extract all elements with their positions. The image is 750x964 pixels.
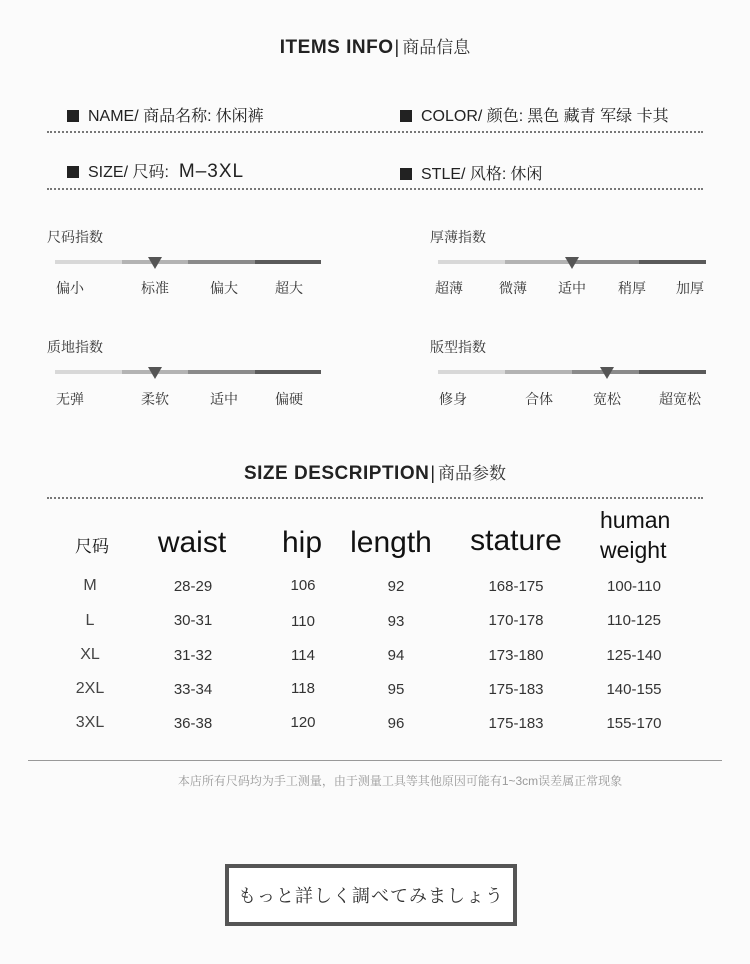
table-cell: 36-38 [173,715,213,732]
thickness-index-tick: 适中 [558,280,586,296]
table-cell: 95 [387,681,405,698]
table-cell: 31-32 [173,647,213,664]
size-index-tick: 超大 [275,280,303,296]
table-header-length: length [350,526,432,559]
thickness-index-marker-icon [565,257,579,269]
table-cell: 93 [387,613,405,630]
table-header-stature: stature [470,524,562,557]
square-bullet-icon [67,166,79,178]
size-description-header [0,459,750,485]
size-description-title-cn: 商品参数 [438,464,507,483]
table-cell: 106 [290,577,316,594]
texture-index-tick: 偏硬 [275,391,303,407]
measurement-note: 本店所有尺码均为手工测量，由于测量工具等其他原因可能有1~3cm误差属正常现象 [177,774,623,788]
info-color-label: COLOR/ 颜色: [421,108,524,125]
dotted-divider [47,497,703,499]
texture-index-marker-icon [148,367,162,379]
table-cell: 170-178 [488,612,544,629]
table-header-human-weight [600,505,670,565]
table-cell: 175-183 [488,715,544,732]
table-header-human: human [600,507,671,533]
table-header-hip: hip [281,526,323,559]
table-cell: XL [80,646,100,663]
table-cell: 28-29 [173,578,213,595]
table-cell: 100-110 [607,578,661,595]
square-bullet-icon [400,168,412,180]
table-cell: 125-140 [606,647,662,664]
texture-index-tick: 柔软 [141,391,169,407]
table-cell: 92 [387,578,405,595]
table-cell: 96 [387,715,405,732]
items-info-title-en: ITEMS INFO [279,37,394,58]
thickness-index-tick: 加厚 [676,280,704,296]
size-index-title: 尺码指数 [47,229,103,245]
table-header-size: 尺码 [75,537,109,556]
info-style-value: 休闲 [510,166,543,183]
table-cell: 30-31 [173,612,213,629]
fit-index-tick: 超宽松 [659,391,701,407]
footer-divider [28,760,722,761]
fit-index-title: 版型指数 [430,339,486,355]
info-color-value: 黑色 藏青 军绿 卡其 [527,108,669,125]
size-index-marker-icon [148,257,162,269]
info-name-label: NAME/ 商品名称: [88,108,212,125]
table-cell: 168-175 [488,578,544,595]
dotted-divider [47,188,703,190]
table-cell: L [85,612,95,629]
info-style-label: STLE/ 风格: [421,166,507,183]
thickness-index-tick: 微薄 [499,280,527,296]
size-index-bar [55,260,321,264]
learn-more-button[interactable]: もっと詳しく調べてみましょう [225,864,517,926]
texture-index-tick: 适中 [210,391,238,407]
info-size [67,159,244,183]
table-cell: 114 [291,647,315,664]
info-style [400,161,542,184]
fit-index-tick: 修身 [439,391,467,407]
table-header-waist: waist [157,526,227,559]
dotted-divider [47,131,703,133]
table-cell: 2XL [75,680,105,697]
size-description-title-en: SIZE DESCRIPTION [243,463,430,484]
table-cell: 94 [387,647,405,664]
items-info-title-cn: 商品信息 [402,38,471,57]
items-info-separator: | [394,37,400,57]
texture-index-title: 质地指数 [47,339,103,355]
table-cell: 155-170 [606,715,662,732]
info-size-value: M–3XL [178,161,245,182]
thickness-index-tick: 稍厚 [618,280,646,296]
thickness-index-tick: 超薄 [435,280,463,296]
table-cell: 33-34 [173,681,213,698]
texture-index-tick: 无弹 [56,391,84,407]
size-index-tick: 偏大 [210,280,238,296]
table-cell: 3XL [75,714,105,731]
table-cell: 173-180 [488,647,544,664]
table-cell: 120 [290,714,316,731]
info-name [67,103,264,126]
fit-index-tick: 宽松 [593,391,621,407]
table-cell: 175-183 [488,681,544,698]
info-color [400,103,669,126]
fit-index-marker-icon [600,367,614,379]
info-name-value: 休闲裤 [215,108,264,125]
table-header-weight: weight [600,537,667,563]
size-description-separator: | [430,463,436,483]
size-index-tick: 标准 [141,280,169,296]
table-cell: 118 [291,680,315,697]
size-index-tick: 偏小 [56,280,84,296]
items-info-header [0,33,750,59]
table-cell: 110-125 [607,612,661,629]
fit-index-bar [438,370,706,374]
table-cell: M [83,577,97,594]
table-cell: 140-155 [606,681,662,698]
texture-index-bar [55,370,321,374]
table-cell: 110 [291,613,315,630]
info-size-label: SIZE/ 尺码: [88,164,169,181]
fit-index-tick: 合体 [525,391,553,407]
square-bullet-icon [400,110,412,122]
thickness-index-title: 厚薄指数 [430,229,486,245]
square-bullet-icon [67,110,79,122]
